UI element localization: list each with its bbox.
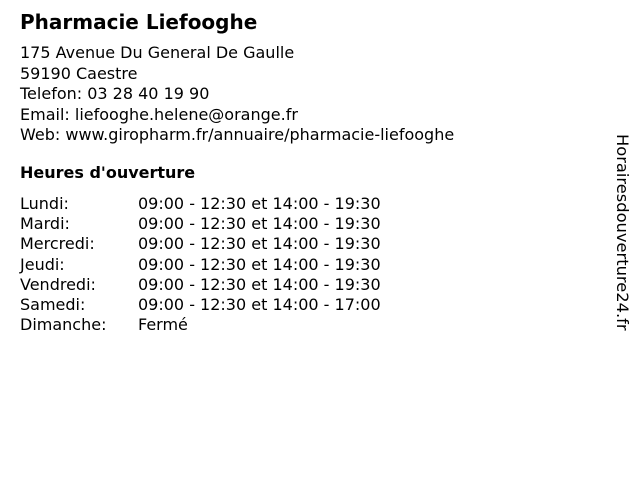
hours-row-saturday (20, 295, 440, 315)
day-label: Jeudi: (20, 254, 65, 274)
day-label: Lundi: (20, 194, 69, 213)
hours-value: 09:00 - 12:30 et 14:00 - 19:30 (138, 254, 381, 274)
hours-value: Fermé (138, 315, 188, 335)
day-label: Vendredi: (20, 274, 96, 294)
postal-city: 59190 Caestre (20, 63, 138, 83)
hours-value: 09:00 - 12:30 et 14:00 - 19:30 (138, 214, 381, 234)
opening-hours-table (20, 194, 440, 335)
watermark-text: Horairesdouverture24.fr (613, 134, 632, 331)
website: Web: www.giropharm.fr/annuaire/pharmacie-liefooghe (20, 125, 455, 144)
hours-row-thursday (20, 255, 440, 275)
day-label: Mardi: (20, 214, 70, 234)
hours-row-friday (20, 275, 440, 295)
hours-value: 09:00 - 12:30 et 14:00 - 19:30 (138, 234, 381, 254)
opening-hours-heading: Heures d'ouverture (20, 163, 196, 182)
phone-number: Telefon: 03 28 40 19 90 (20, 84, 210, 103)
hours-row-wednesday (20, 234, 440, 254)
hours-value: 09:00 - 12:30 et 14:00 - 19:30 (138, 194, 381, 213)
hours-row-sunday (20, 315, 440, 335)
site-watermark (612, 134, 632, 346)
day-label: Dimanche: (20, 315, 107, 335)
hours-value: 09:00 - 12:30 et 14:00 - 19:30 (138, 274, 381, 294)
day-label: Samedi: (20, 294, 86, 314)
hours-row-tuesday (20, 214, 440, 234)
hours-value: 09:00 - 12:30 et 14:00 - 17:00 (138, 294, 381, 314)
pharmacy-name: Pharmacie Liefooghe (20, 10, 258, 34)
day-label: Mercredi: (20, 234, 95, 254)
contact-block (20, 43, 454, 146)
street-address: 175 Avenue Du General De Gaulle (20, 43, 295, 62)
email-address: Email: liefooghe.helene@orange.fr (20, 104, 298, 124)
hours-row-monday (20, 194, 440, 214)
